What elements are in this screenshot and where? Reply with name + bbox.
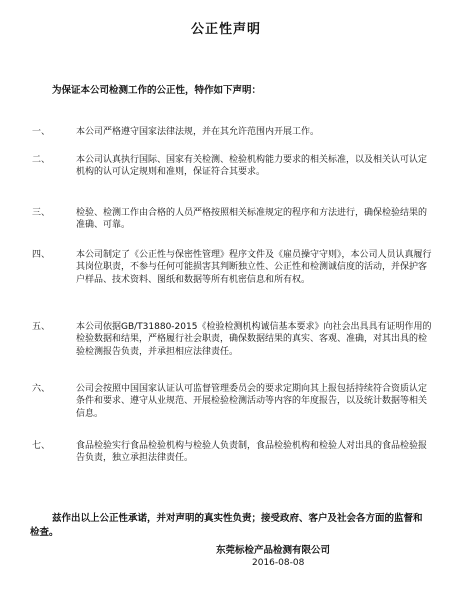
company-name: 东莞标检产品检测有限公司: [216, 545, 331, 556]
statement-item-5: [32, 321, 432, 358]
item-number: 一、: [32, 127, 51, 137]
closing-paragraph: 兹作出以上公正性承诺，并对声明的真实性负责；接受政府、客户及社会各方面的监督和检查。: [30, 513, 423, 538]
item-text: 本公司认真执行国际、国家有关检测、检验机构能力要求的相关标准，以及相关认可认定机构的认可认定规则和准则，保证符合其要求。: [76, 155, 428, 178]
statement-item-6: [32, 383, 432, 420]
item-text: 检验、检测工作由合格的人员严格按照相关标准规定的程序和方法进行，确保检验结果的准确、可靠。: [76, 208, 428, 231]
page-title: 公正性声明: [190, 22, 261, 37]
intro-paragraph: 为保证本公司检测工作的公正性，特作如下声明：: [52, 85, 262, 96]
item-number: 五、: [32, 322, 51, 332]
item-number: 七、: [32, 441, 51, 451]
item-text: 本公司依据GB/T31880-2015《检验检测机构诚信基本要求》向社会出具具有证明作用的检验数据和结果，严格履行社会职责，确保数据结果的真实、客观、准确，对其出具的检验检测报告负责，并承担相应法律责任。: [76, 322, 432, 357]
signature-date: 2016-08-08: [252, 558, 305, 568]
statement-item-7: [32, 440, 432, 465]
statement-item-4: [32, 249, 432, 286]
item-text: 本公司制定了《公正性与保密性管理》程序文件及《雇员操守守则》，本公司人员认真履行其岗位职责，不参与任何可能损害其判断独立性、公正性和检测诚信度的活动，并保护客户样品、技术资料、图纸和数据等所有机密信息和所有权。: [76, 250, 432, 285]
item-number: 四、: [32, 250, 51, 260]
item-number: 三、: [32, 208, 51, 218]
item-text: 公司会按照中国国家认证认可监督管理委员会的要求定期向其上报包括持续符合资质认定条件和要求、遵守从业规范、开展检验检测活动等内容的年度报告，以及统计数据等相关信息。: [76, 384, 428, 419]
statement-item-3: [32, 207, 432, 232]
statement-item-1: [32, 126, 432, 138]
item-number: 二、: [32, 155, 51, 165]
item-text: 本公司严格遵守国家法律法规，并在其允许范围内开展工作。: [76, 127, 320, 137]
item-number: 六、: [32, 384, 51, 394]
statement-item-2: [32, 154, 432, 179]
item-text: 食品检验实行食品检验机构与检验人负责制，食品检验机构和检验人对出具的食品检验报告负责，独立承担法律责任。: [76, 441, 428, 464]
